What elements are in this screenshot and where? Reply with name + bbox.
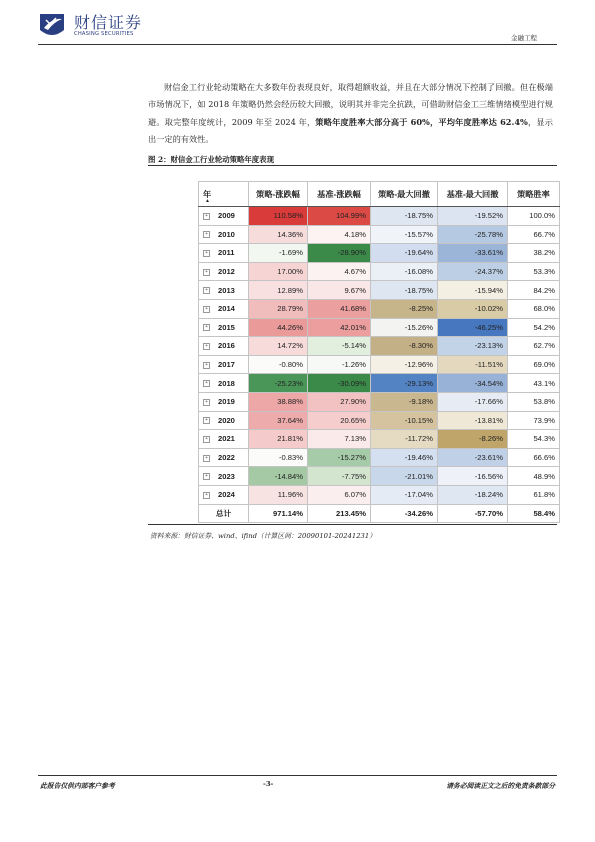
- cell-win-rate: 66.6%: [508, 448, 560, 467]
- cell-benchmark-return: 104.99%: [308, 207, 371, 226]
- cell-strategy-drawdown: -19.64%: [371, 244, 438, 263]
- cell-benchmark-drawdown: -13.81%: [438, 411, 508, 430]
- cell-benchmark-return: -5.14%: [308, 337, 371, 356]
- paragraph-bold-text: 策略年度胜率大部分高于 60%，平均年度胜率达 62.4%: [315, 116, 528, 127]
- table-row: [199, 448, 560, 467]
- cell-strategy-return: 11.96%: [249, 485, 308, 504]
- cell-year: [199, 337, 249, 356]
- col-header-benchmark-drawdown[interactable]: 基准-最大回撤: [438, 182, 508, 207]
- company-logo: [38, 10, 178, 40]
- cell-win-rate: 48.9%: [508, 467, 560, 486]
- cell-benchmark-return: 4.67%: [308, 262, 371, 281]
- table-row: [199, 485, 560, 504]
- logo-name-en: CHASING SECURITIES: [74, 31, 134, 37]
- cell-benchmark-return: -15.27%: [308, 448, 371, 467]
- cell-year: [199, 448, 249, 467]
- expand-row-icon[interactable]: +: [203, 399, 210, 406]
- year-label: 2009: [218, 211, 235, 221]
- figure-title-rule: [148, 165, 557, 166]
- cell-benchmark-return: 42.01%: [308, 318, 371, 337]
- cell-benchmark-drawdown: -24.37%: [438, 262, 508, 281]
- cell-benchmark-drawdown: -17.66%: [438, 392, 508, 411]
- cell-benchmark-drawdown: -10.02%: [438, 299, 508, 318]
- col-header-benchmark-return[interactable]: 基准-涨跌幅: [308, 182, 371, 207]
- year-label: 2023: [218, 471, 235, 481]
- cell-strategy-drawdown: -15.57%: [371, 225, 438, 244]
- year-label: 2010: [218, 229, 235, 239]
- cell-strategy-return: 14.36%: [249, 225, 308, 244]
- total-label: 总计: [199, 504, 249, 523]
- cell-strategy-drawdown: -8.25%: [371, 299, 438, 318]
- cell-year: [199, 318, 249, 337]
- cell-benchmark-return: 4.18%: [308, 225, 371, 244]
- cell-year: [199, 374, 249, 393]
- table-row: [199, 392, 560, 411]
- table-row: [199, 430, 560, 449]
- cell-strategy-drawdown: -12.96%: [371, 355, 438, 374]
- cell-benchmark-return: 27.90%: [308, 392, 371, 411]
- cell-win-rate: 68.0%: [508, 299, 560, 318]
- year-label: 2014: [218, 304, 235, 314]
- cell-strategy-drawdown: -29.13%: [371, 374, 438, 393]
- col-header-win-rate[interactable]: 策略胜率: [508, 182, 560, 207]
- body-paragraph: [148, 79, 553, 149]
- cell-strategy-return: -1.69%: [249, 244, 308, 263]
- cell-year: [199, 485, 249, 504]
- year-label: 2022: [218, 453, 235, 463]
- cell-win-rate: 54.2%: [508, 318, 560, 337]
- annual-performance-table: [198, 181, 560, 523]
- expand-row-icon[interactable]: +: [203, 362, 210, 369]
- cell-win-rate: 100.0%: [508, 207, 560, 226]
- total-win-rate: 58.4%: [508, 504, 560, 523]
- year-label: 2021: [218, 434, 235, 444]
- cell-strategy-return: 44.26%: [249, 318, 308, 337]
- cell-benchmark-return: 41.68%: [308, 299, 371, 318]
- expand-row-icon[interactable]: +: [203, 306, 210, 313]
- cell-strategy-return: -14.84%: [249, 467, 308, 486]
- cell-strategy-return: 38.88%: [249, 392, 308, 411]
- cell-benchmark-drawdown: -46.25%: [438, 318, 508, 337]
- table-row: [199, 411, 560, 430]
- cell-strategy-return: 110.58%: [249, 207, 308, 226]
- table-row: [199, 374, 560, 393]
- cell-strategy-drawdown: -9.18%: [371, 392, 438, 411]
- cell-win-rate: 54.3%: [508, 430, 560, 449]
- expand-row-icon[interactable]: +: [203, 250, 210, 257]
- cell-year: [199, 225, 249, 244]
- expand-row-icon[interactable]: +: [203, 473, 210, 480]
- total-strategy-return: 971.14%: [249, 504, 308, 523]
- page-number: -3-: [263, 780, 274, 788]
- cell-strategy-return: 37.64%: [249, 411, 308, 430]
- cell-benchmark-drawdown: -16.56%: [438, 467, 508, 486]
- cell-strategy-drawdown: -8.30%: [371, 337, 438, 356]
- table-row: [199, 207, 560, 226]
- cell-benchmark-drawdown: -8.26%: [438, 430, 508, 449]
- table-row: [199, 467, 560, 486]
- cell-year: [199, 411, 249, 430]
- cell-benchmark-return: -7.75%: [308, 467, 371, 486]
- logo-mark-icon: [38, 10, 66, 40]
- cell-strategy-drawdown: -18.75%: [371, 281, 438, 300]
- total-benchmark-drawdown: -57.70%: [438, 504, 508, 523]
- table-total-row: [199, 504, 560, 523]
- cell-strategy-return: 28.79%: [249, 299, 308, 318]
- cell-win-rate: 53.3%: [508, 262, 560, 281]
- cell-benchmark-return: 9.67%: [308, 281, 371, 300]
- logo-name-cn: 财信证券: [74, 13, 143, 32]
- header-section-label: 金融工程: [511, 34, 537, 42]
- cell-benchmark-drawdown: -34.54%: [438, 374, 508, 393]
- cell-strategy-drawdown: -21.01%: [371, 467, 438, 486]
- cell-year: [199, 392, 249, 411]
- table-row: [199, 244, 560, 263]
- year-label: 2019: [218, 397, 235, 407]
- cell-strategy-drawdown: -10.15%: [371, 411, 438, 430]
- cell-year: [199, 281, 249, 300]
- cell-win-rate: 38.2%: [508, 244, 560, 263]
- footer-disclaimer-left: 此报告仅供内部客户参考: [40, 782, 115, 790]
- cell-strategy-return: -0.80%: [249, 355, 308, 374]
- cell-win-rate: 69.0%: [508, 355, 560, 374]
- cell-benchmark-drawdown: -15.94%: [438, 281, 508, 300]
- cell-win-rate: 61.8%: [508, 485, 560, 504]
- expand-row-icon[interactable]: +: [203, 492, 210, 499]
- cell-benchmark-drawdown: -11.51%: [438, 355, 508, 374]
- footer-disclaimer-right: 请务必阅读正文之后的免责条款部分: [446, 782, 555, 790]
- cell-strategy-return: -25.23%: [249, 374, 308, 393]
- year-label: 2024: [218, 490, 235, 500]
- expand-row-icon[interactable]: +: [203, 213, 210, 220]
- sort-ascending-icon[interactable]: ▲: [205, 198, 210, 204]
- annual-performance-table-wrap: [198, 181, 555, 518]
- cell-win-rate: 53.8%: [508, 392, 560, 411]
- table-row: [199, 318, 560, 337]
- table-row: [199, 299, 560, 318]
- cell-benchmark-drawdown: -25.78%: [438, 225, 508, 244]
- table-row: [199, 225, 560, 244]
- cell-strategy-drawdown: -19.46%: [371, 448, 438, 467]
- header-divider: [38, 44, 557, 45]
- expand-row-icon[interactable]: +: [203, 343, 210, 350]
- footer-divider: [38, 775, 557, 776]
- cell-benchmark-drawdown: -18.24%: [438, 485, 508, 504]
- table-header-row: [199, 182, 560, 207]
- expand-row-icon[interactable]: +: [203, 380, 210, 387]
- expand-row-icon[interactable]: +: [203, 231, 210, 238]
- year-label: 2020: [218, 415, 235, 425]
- cell-win-rate: 84.2%: [508, 281, 560, 300]
- cell-strategy-return: 14.72%: [249, 337, 308, 356]
- cell-benchmark-drawdown: -33.61%: [438, 244, 508, 263]
- expand-row-icon[interactable]: +: [203, 455, 210, 462]
- year-label: 2013: [218, 285, 235, 295]
- cell-year: [199, 299, 249, 318]
- cell-benchmark-drawdown: -19.52%: [438, 207, 508, 226]
- cell-win-rate: 43.1%: [508, 374, 560, 393]
- cell-strategy-drawdown: -16.08%: [371, 262, 438, 281]
- year-label: 2011: [218, 248, 235, 258]
- year-label: 2015: [218, 322, 235, 332]
- col-header-strategy-drawdown[interactable]: 策略-最大回撤: [371, 182, 438, 207]
- cell-strategy-drawdown: -18.75%: [371, 207, 438, 226]
- source-note: 资料来源：财信证券、wind、ifind（计算区间：20090101-20241231）: [150, 532, 376, 540]
- total-benchmark-return: 213.45%: [308, 504, 371, 523]
- cell-year: [199, 355, 249, 374]
- cell-benchmark-drawdown: -23.13%: [438, 337, 508, 356]
- cell-year: [199, 244, 249, 263]
- cell-benchmark-return: 20.65%: [308, 411, 371, 430]
- col-header-strategy-return[interactable]: 策略-涨跌幅: [249, 182, 308, 207]
- cell-year: [199, 430, 249, 449]
- year-label: 2012: [218, 267, 235, 277]
- year-label: 2016: [218, 341, 235, 351]
- cell-strategy-return: 12.89%: [249, 281, 308, 300]
- cell-win-rate: 73.9%: [508, 411, 560, 430]
- table-row: [199, 355, 560, 374]
- expand-row-icon[interactable]: +: [203, 417, 210, 424]
- cell-year: [199, 262, 249, 281]
- col-header-year[interactable]: 年 ▲: [199, 182, 249, 207]
- cell-benchmark-return: -28.90%: [308, 244, 371, 263]
- table-row: [199, 262, 560, 281]
- cell-strategy-return: 21.81%: [249, 430, 308, 449]
- expand-row-icon[interactable]: +: [203, 324, 210, 331]
- year-label: 2018: [218, 378, 235, 388]
- cell-strategy-return: -0.83%: [249, 448, 308, 467]
- source-rule: [148, 524, 557, 525]
- year-label: 2017: [218, 360, 235, 370]
- cell-win-rate: 66.7%: [508, 225, 560, 244]
- cell-strategy-drawdown: -17.04%: [371, 485, 438, 504]
- expand-row-icon[interactable]: +: [203, 436, 210, 443]
- total-strategy-drawdown: -34.26%: [371, 504, 438, 523]
- cell-year: [199, 207, 249, 226]
- cell-benchmark-return: 6.07%: [308, 485, 371, 504]
- expand-row-icon[interactable]: +: [203, 287, 210, 294]
- paragraph-text-1: 财信金工行业轮动策略在大多数年份表现良好，取得超额收益，并且在大部分情况下控制了回撤。但在极端市场情况下，如 2018 年策略仍然会经历较大回撤，说明其并非完全抗跌，可借助财信金工三维情绪模型进行规避。取完整年度统计，2009 年至 2024 年，: [148, 82, 553, 127]
- cell-strategy-return: 17.00%: [249, 262, 308, 281]
- cell-benchmark-drawdown: -23.61%: [438, 448, 508, 467]
- figure-title: 图 2：财信金工行业轮动策略年度表现: [148, 155, 274, 164]
- paragraph-text-2: ，显示出一定的有效性。: [148, 116, 553, 145]
- cell-year: [199, 467, 249, 486]
- cell-strategy-drawdown: -11.72%: [371, 430, 438, 449]
- cell-win-rate: 62.7%: [508, 337, 560, 356]
- cell-strategy-drawdown: -15.26%: [371, 318, 438, 337]
- table-row: [199, 337, 560, 356]
- expand-row-icon[interactable]: +: [203, 269, 210, 276]
- cell-benchmark-return: -30.09%: [308, 374, 371, 393]
- table-row: [199, 281, 560, 300]
- cell-benchmark-return: 7.13%: [308, 430, 371, 449]
- cell-benchmark-return: -1.26%: [308, 355, 371, 374]
